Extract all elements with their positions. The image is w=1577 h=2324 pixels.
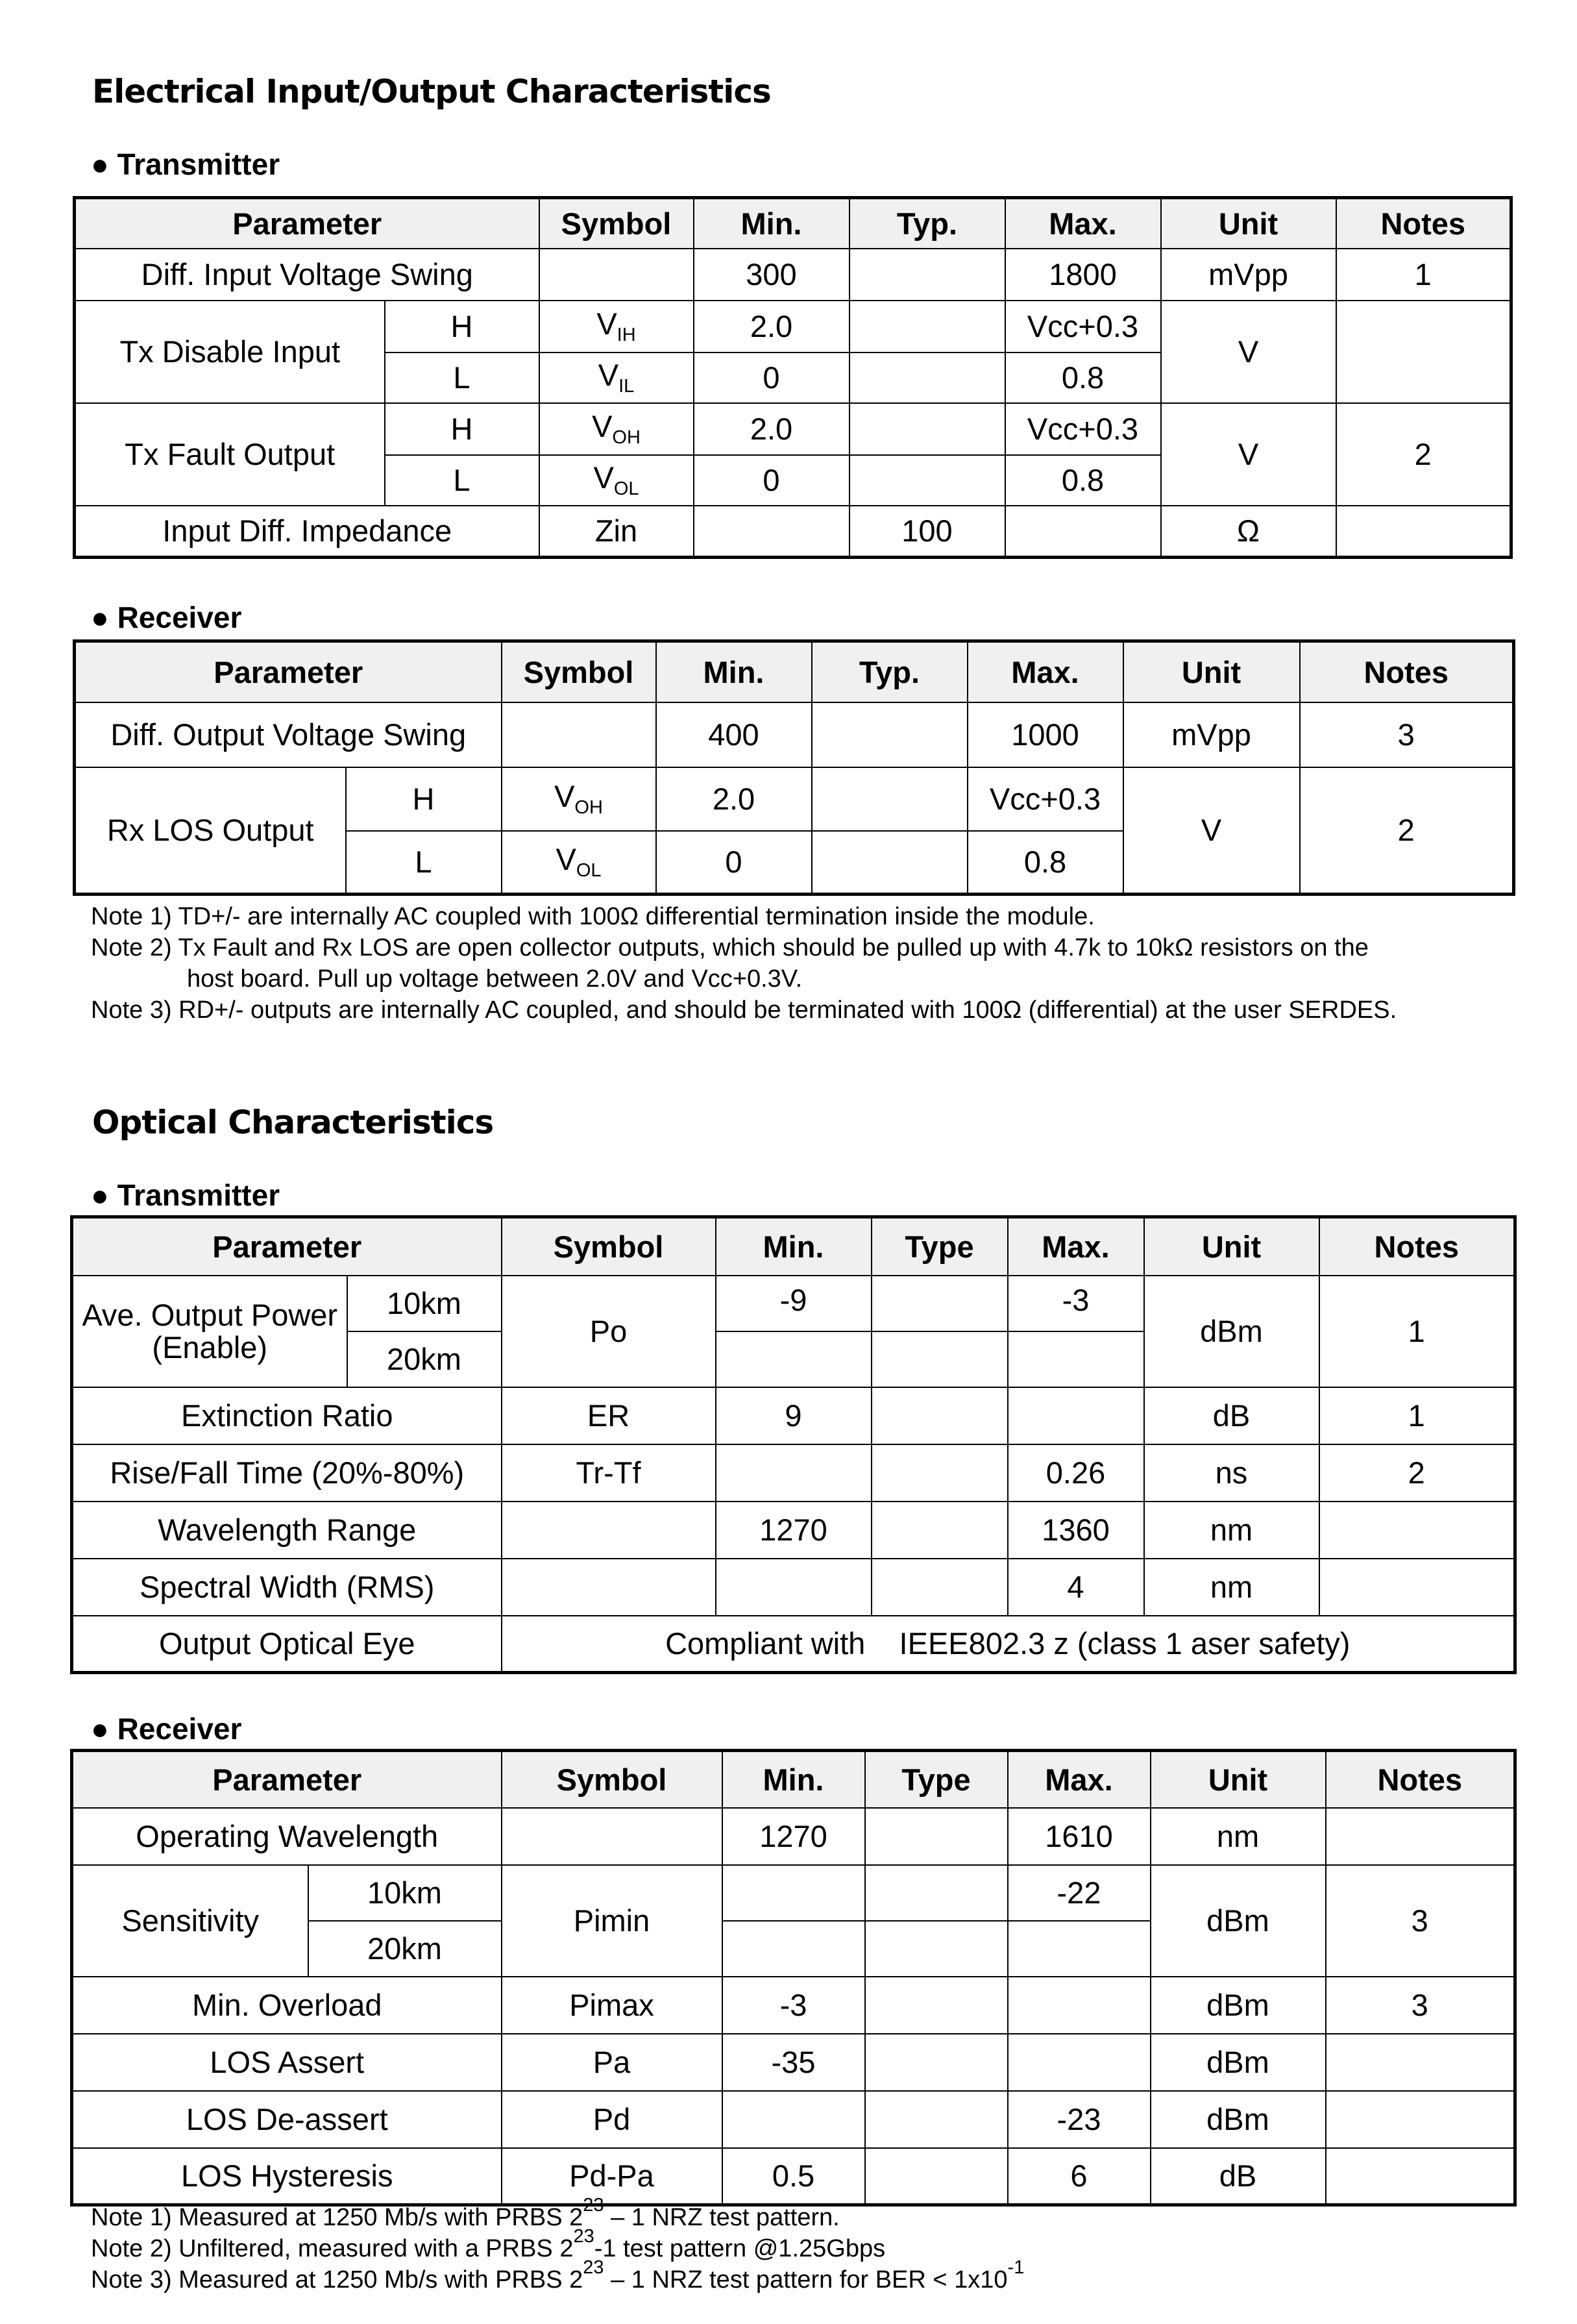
- table-row: [72, 1559, 1515, 1616]
- cell-unit: V: [1161, 403, 1336, 506]
- cell-max: 0.8: [968, 831, 1123, 895]
- cell-unit: dB: [1144, 1387, 1319, 1444]
- cell-max: Vcc+0.3: [1005, 403, 1161, 455]
- cell-max: [1005, 506, 1161, 558]
- cell-max: [1008, 1977, 1151, 2034]
- electrical-transmitter-table: [73, 196, 1513, 559]
- cell-distance: 20km: [308, 1921, 502, 1977]
- cell-level: H: [385, 301, 539, 352]
- header-min: Min.: [722, 1751, 865, 1808]
- cell-unit: V: [1161, 301, 1336, 403]
- cell-symbol: Pimin: [502, 1865, 722, 1977]
- note-superscript: 23: [573, 2226, 594, 2247]
- table-row: [72, 1276, 1515, 1331]
- table-row: [72, 1444, 1515, 1502]
- cell-parameter: Diff. Output Voltage Swing: [75, 702, 502, 767]
- header-parameter: Parameter: [75, 198, 539, 249]
- cell-notes: 2: [1336, 403, 1511, 506]
- symbol-subscript: IH: [617, 324, 636, 345]
- cell-level: H: [385, 403, 539, 455]
- cell-min: 1270: [722, 1808, 865, 1865]
- cell-type: [872, 1444, 1008, 1502]
- header-typ: Typ.: [850, 198, 1005, 249]
- cell-type: [872, 1387, 1008, 1444]
- cell-symbol: [502, 702, 656, 767]
- cell-min: -3: [722, 1977, 865, 2034]
- header-unit: Unit: [1161, 198, 1336, 249]
- cell-parameter: Sensitivity: [72, 1865, 308, 1977]
- cell-symbol: [539, 249, 694, 301]
- note-2: Note 2) Tx Fault and Rx LOS are open collector outputs, which should be pulled up with 4.7k to 10kΩ resistors on the: [91, 934, 1369, 961]
- cell-type: [865, 1865, 1008, 1921]
- electrical-transmitter-heading: ● Transmitter: [91, 147, 280, 181]
- electrical-receiver-heading: ● Receiver: [91, 600, 242, 634]
- table-row: [75, 767, 1514, 831]
- cell-min: [722, 1921, 865, 1977]
- cell-symbol: [502, 1502, 716, 1559]
- cell-symbol: [502, 1808, 722, 1865]
- header-max: Max.: [1008, 1217, 1144, 1276]
- cell-max: 1800: [1005, 249, 1161, 301]
- note-text: Note 3) Measured at 1250 Mb/s with PRBS 2: [91, 2266, 583, 2293]
- cell-min: 2.0: [656, 767, 812, 831]
- cell-unit: dBm: [1151, 1865, 1326, 1977]
- cell-parameter: Ave. Output Power (Enable): [72, 1276, 347, 1387]
- cell-unit: Ω: [1161, 506, 1336, 558]
- symbol-base: V: [592, 408, 613, 443]
- header-notes: Notes: [1336, 198, 1511, 249]
- cell-notes: [1319, 1502, 1515, 1559]
- cell-parameter: Output Optical Eye: [72, 1616, 502, 1673]
- cell-min: 1270: [716, 1502, 872, 1559]
- table-header-row: [72, 1217, 1515, 1276]
- note-superscript: -1: [1007, 2257, 1025, 2278]
- cell-notes: 1: [1319, 1276, 1515, 1387]
- table-row: [72, 1387, 1515, 1444]
- cell-min: -35: [722, 2034, 865, 2091]
- header-min: Min.: [694, 198, 850, 249]
- cell-symbol: [539, 455, 694, 506]
- note-2-continued: host board. Pull up voltage between 2.0V and Vcc+0.3V.: [187, 965, 803, 993]
- cell-max: [1008, 2034, 1151, 2091]
- cell-min: 0: [694, 352, 850, 403]
- note-superscript: 23: [583, 2195, 604, 2216]
- cell-max: Vcc+0.3: [1005, 301, 1161, 352]
- table-row: [72, 1616, 1515, 1673]
- symbol-subscript: OL: [613, 478, 639, 499]
- cell-symbol: Zin: [539, 506, 694, 558]
- symbol-subscript: OH: [574, 797, 603, 818]
- cell-parameter: Extinction Ratio: [72, 1387, 502, 1444]
- header-max: Max.: [968, 641, 1123, 702]
- cell-notes: [1326, 1808, 1515, 1865]
- cell-type: [872, 1276, 1008, 1331]
- table-header-row: [75, 198, 1511, 249]
- cell-min: [716, 1444, 872, 1502]
- cell-type: [865, 1921, 1008, 1977]
- cell-parameter: Diff. Input Voltage Swing: [75, 249, 539, 301]
- cell-level: H: [346, 767, 502, 831]
- symbol-base: V: [596, 306, 617, 341]
- table-row: [75, 702, 1514, 767]
- cell-parameter: Spectral Width (RMS): [72, 1559, 502, 1616]
- cell-typ: [850, 352, 1005, 403]
- header-max: Max.: [1005, 198, 1161, 249]
- header-symbol: Symbol: [502, 1751, 722, 1808]
- note-text: Note 2) Unfiltered, measured with a PRBS 2: [91, 2235, 574, 2262]
- cell-min: 9: [716, 1387, 872, 1444]
- cell-unit: dBm: [1151, 2091, 1326, 2148]
- cell-min: -9: [716, 1276, 872, 1331]
- symbol-base: V: [554, 778, 575, 813]
- cell-parameter: Tx Fault Output: [75, 403, 385, 506]
- header-symbol: Symbol: [502, 1217, 716, 1276]
- cell-min: [716, 1331, 872, 1387]
- cell-typ: [812, 702, 968, 767]
- header-symbol: Symbol: [502, 641, 656, 702]
- cell-notes: 1: [1319, 1387, 1515, 1444]
- cell-max: [1008, 1331, 1144, 1387]
- cell-type: [865, 2091, 1008, 2148]
- electrical-receiver-table: [73, 639, 1515, 896]
- cell-max: [1008, 1921, 1151, 1977]
- table-row: [75, 249, 1511, 301]
- note-1: Note 1) TD+/- are internally AC coupled with 100Ω differential termination inside the module.: [91, 903, 1095, 930]
- table-row: [75, 506, 1511, 558]
- cell-notes: 3: [1326, 1977, 1515, 2034]
- cell-unit: ns: [1144, 1444, 1319, 1502]
- cell-parameter: Operating Wavelength: [72, 1808, 502, 1865]
- table-row: [75, 301, 1511, 352]
- cell-parameter: Wavelength Range: [72, 1502, 502, 1559]
- note-superscript: 23: [583, 2257, 604, 2278]
- note-text: – 1 NRZ test pattern.: [604, 2204, 840, 2231]
- note-text: -1 test pattern @1.25Gbps: [594, 2235, 886, 2262]
- cell-notes: 3: [1300, 702, 1514, 767]
- note-2: [91, 2226, 1024, 2264]
- header-notes: Notes: [1300, 641, 1514, 702]
- symbol-base: V: [598, 357, 619, 392]
- cell-typ: [850, 249, 1005, 301]
- cell-symbol: Pimax: [502, 1977, 722, 2034]
- cell-min: 300: [694, 249, 850, 301]
- cell-max: 6: [1008, 2148, 1151, 2205]
- cell-unit: dBm: [1144, 1276, 1319, 1387]
- note-3: [91, 2257, 1025, 2295]
- cell-notes: [1326, 2034, 1515, 2091]
- cell-typ: [850, 301, 1005, 352]
- cell-distance: 20km: [347, 1331, 502, 1387]
- header-notes: Notes: [1326, 1751, 1515, 1808]
- cell-unit: nm: [1144, 1559, 1319, 1616]
- electrical-notes: [91, 901, 1397, 1026]
- header-unit: Unit: [1144, 1217, 1319, 1276]
- cell-unit: V: [1123, 767, 1300, 895]
- cell-symbol: [539, 352, 694, 403]
- cell-unit: dBm: [1151, 2034, 1326, 2091]
- cell-parameter: LOS Hysteresis: [72, 2148, 502, 2205]
- optical-transmitter-heading: ● Transmitter: [91, 1178, 280, 1212]
- note-3: Note 3) RD+/- outputs are internally AC coupled, and should be terminated with 100Ω (differential) at the user SERDES.: [91, 996, 1397, 1024]
- header-parameter: Parameter: [72, 1751, 502, 1808]
- cell-unit: nm: [1144, 1502, 1319, 1559]
- table-header-row: [72, 1751, 1515, 1808]
- cell-min: 0: [694, 455, 850, 506]
- cell-min: [716, 1559, 872, 1616]
- cell-parameter: Min. Overload: [72, 1977, 502, 2034]
- cell-min: 2.0: [694, 301, 850, 352]
- cell-level: L: [385, 455, 539, 506]
- cell-notes: 2: [1300, 767, 1514, 895]
- symbol-subscript: IL: [618, 375, 635, 397]
- cell-distance: 10km: [308, 1865, 502, 1921]
- cell-notes: [1319, 1559, 1515, 1616]
- cell-symbol: Pa: [502, 2034, 722, 2091]
- cell-level: L: [385, 352, 539, 403]
- optical-notes: [91, 2195, 1025, 2295]
- cell-notes: 1: [1336, 249, 1511, 301]
- header-notes: Notes: [1319, 1217, 1515, 1276]
- cell-max: -3: [1008, 1276, 1144, 1331]
- cell-min: 2.0: [694, 403, 850, 455]
- cell-type: [872, 1331, 1008, 1387]
- note-text: Note 1) Measured at 1250 Mb/s with PRBS 2: [91, 2204, 583, 2231]
- cell-parameter: Tx Disable Input: [75, 301, 385, 403]
- header-parameter: Parameter: [75, 641, 502, 702]
- cell-notes: [1326, 2148, 1515, 2205]
- table-row: [72, 1808, 1515, 1865]
- cell-unit: dB: [1151, 2148, 1326, 2205]
- cell-compliance: Compliant with IEEE802.3 z (class 1 aser safety): [502, 1616, 1515, 1673]
- cell-type: [865, 1808, 1008, 1865]
- symbol-subscript: OL: [576, 860, 602, 882]
- table-row: [72, 2091, 1515, 2148]
- header-type: Type: [865, 1751, 1008, 1808]
- cell-symbol: Pd-Pa: [502, 2148, 722, 2205]
- cell-level: L: [346, 831, 502, 895]
- cell-type: [865, 2034, 1008, 2091]
- cell-unit: mVpp: [1123, 702, 1300, 767]
- optical-receiver-heading: ● Receiver: [91, 1712, 242, 1746]
- cell-parameter: Rise/Fall Time (20%-80%): [72, 1444, 502, 1502]
- cell-symbol: ER: [502, 1387, 716, 1444]
- header-min: Min.: [716, 1217, 872, 1276]
- cell-symbol: [502, 1559, 716, 1616]
- cell-max: 0.8: [1005, 455, 1161, 506]
- cell-max: 1610: [1008, 1808, 1151, 1865]
- cell-unit: dBm: [1151, 1977, 1326, 2034]
- cell-type: [865, 1977, 1008, 2034]
- header-max: Max.: [1008, 1751, 1151, 1808]
- cell-notes: [1336, 506, 1511, 558]
- cell-notes: [1336, 301, 1511, 403]
- cell-parameter: Input Diff. Impedance: [75, 506, 539, 558]
- cell-unit: mVpp: [1161, 249, 1336, 301]
- table-row: [72, 2034, 1515, 2091]
- cell-max: -22: [1008, 1865, 1151, 1921]
- cell-type: [872, 1559, 1008, 1616]
- cell-typ: [812, 831, 968, 895]
- cell-max: -23: [1008, 2091, 1151, 2148]
- cell-parameter: LOS Assert: [72, 2034, 502, 2091]
- cell-max: 1360: [1008, 1502, 1144, 1559]
- cell-distance: 10km: [347, 1276, 502, 1331]
- symbol-base: V: [556, 842, 576, 877]
- header-symbol: Symbol: [539, 198, 694, 249]
- cell-symbol: Po: [502, 1276, 716, 1387]
- table-row: [72, 2148, 1515, 2205]
- cell-min: [722, 1865, 865, 1921]
- cell-type: [865, 2148, 1008, 2205]
- cell-typ: 100: [850, 506, 1005, 558]
- symbol-subscript: OH: [612, 426, 641, 448]
- cell-symbol: [502, 767, 656, 831]
- header-unit: Unit: [1151, 1751, 1326, 1808]
- cell-symbol: [502, 831, 656, 895]
- header-min: Min.: [656, 641, 812, 702]
- cell-notes: [1326, 2091, 1515, 2148]
- table-row: [75, 403, 1511, 455]
- optical-transmitter-table: [70, 1215, 1517, 1674]
- note-text: – 1 NRZ test pattern for BER < 1x10: [604, 2266, 1008, 2293]
- cell-min: 0: [656, 831, 812, 895]
- cell-typ: [812, 767, 968, 831]
- cell-min: [722, 2091, 865, 2148]
- cell-max: 1000: [968, 702, 1123, 767]
- optical-section-title: Optical Characteristics: [92, 1104, 494, 1141]
- table-row: [72, 1865, 1515, 1921]
- symbol-base: V: [593, 460, 614, 495]
- header-typ: Typ.: [812, 641, 968, 702]
- note-1: [91, 2195, 1024, 2233]
- cell-min: [694, 506, 850, 558]
- cell-unit: nm: [1151, 1808, 1326, 1865]
- optical-receiver-table: [70, 1749, 1517, 2207]
- electrical-section-title: Electrical Input/Output Characteristics: [92, 73, 771, 110]
- cell-type: [872, 1502, 1008, 1559]
- table-row: [72, 1502, 1515, 1559]
- cell-parameter: LOS De-assert: [72, 2091, 502, 2148]
- table-row: [72, 1977, 1515, 2034]
- cell-min: 0.5: [722, 2148, 865, 2205]
- cell-symbol: Tr-Tf: [502, 1444, 716, 1502]
- header-parameter: Parameter: [72, 1217, 502, 1276]
- cell-max: [1008, 1387, 1144, 1444]
- cell-typ: [850, 403, 1005, 455]
- cell-symbol: Pd: [502, 2091, 722, 2148]
- cell-parameter: Rx LOS Output: [75, 767, 346, 895]
- header-type: Type: [872, 1217, 1008, 1276]
- cell-symbol: [539, 403, 694, 455]
- cell-min: 400: [656, 702, 812, 767]
- cell-max: 4: [1008, 1559, 1144, 1616]
- cell-max: Vcc+0.3: [968, 767, 1123, 831]
- header-unit: Unit: [1123, 641, 1300, 702]
- cell-max: 0.26: [1008, 1444, 1144, 1502]
- table-header-row: [75, 641, 1514, 702]
- cell-notes: 2: [1319, 1444, 1515, 1502]
- cell-max: 0.8: [1005, 352, 1161, 403]
- cell-notes: 3: [1326, 1865, 1515, 1977]
- cell-typ: [850, 455, 1005, 506]
- cell-symbol: [539, 301, 694, 352]
